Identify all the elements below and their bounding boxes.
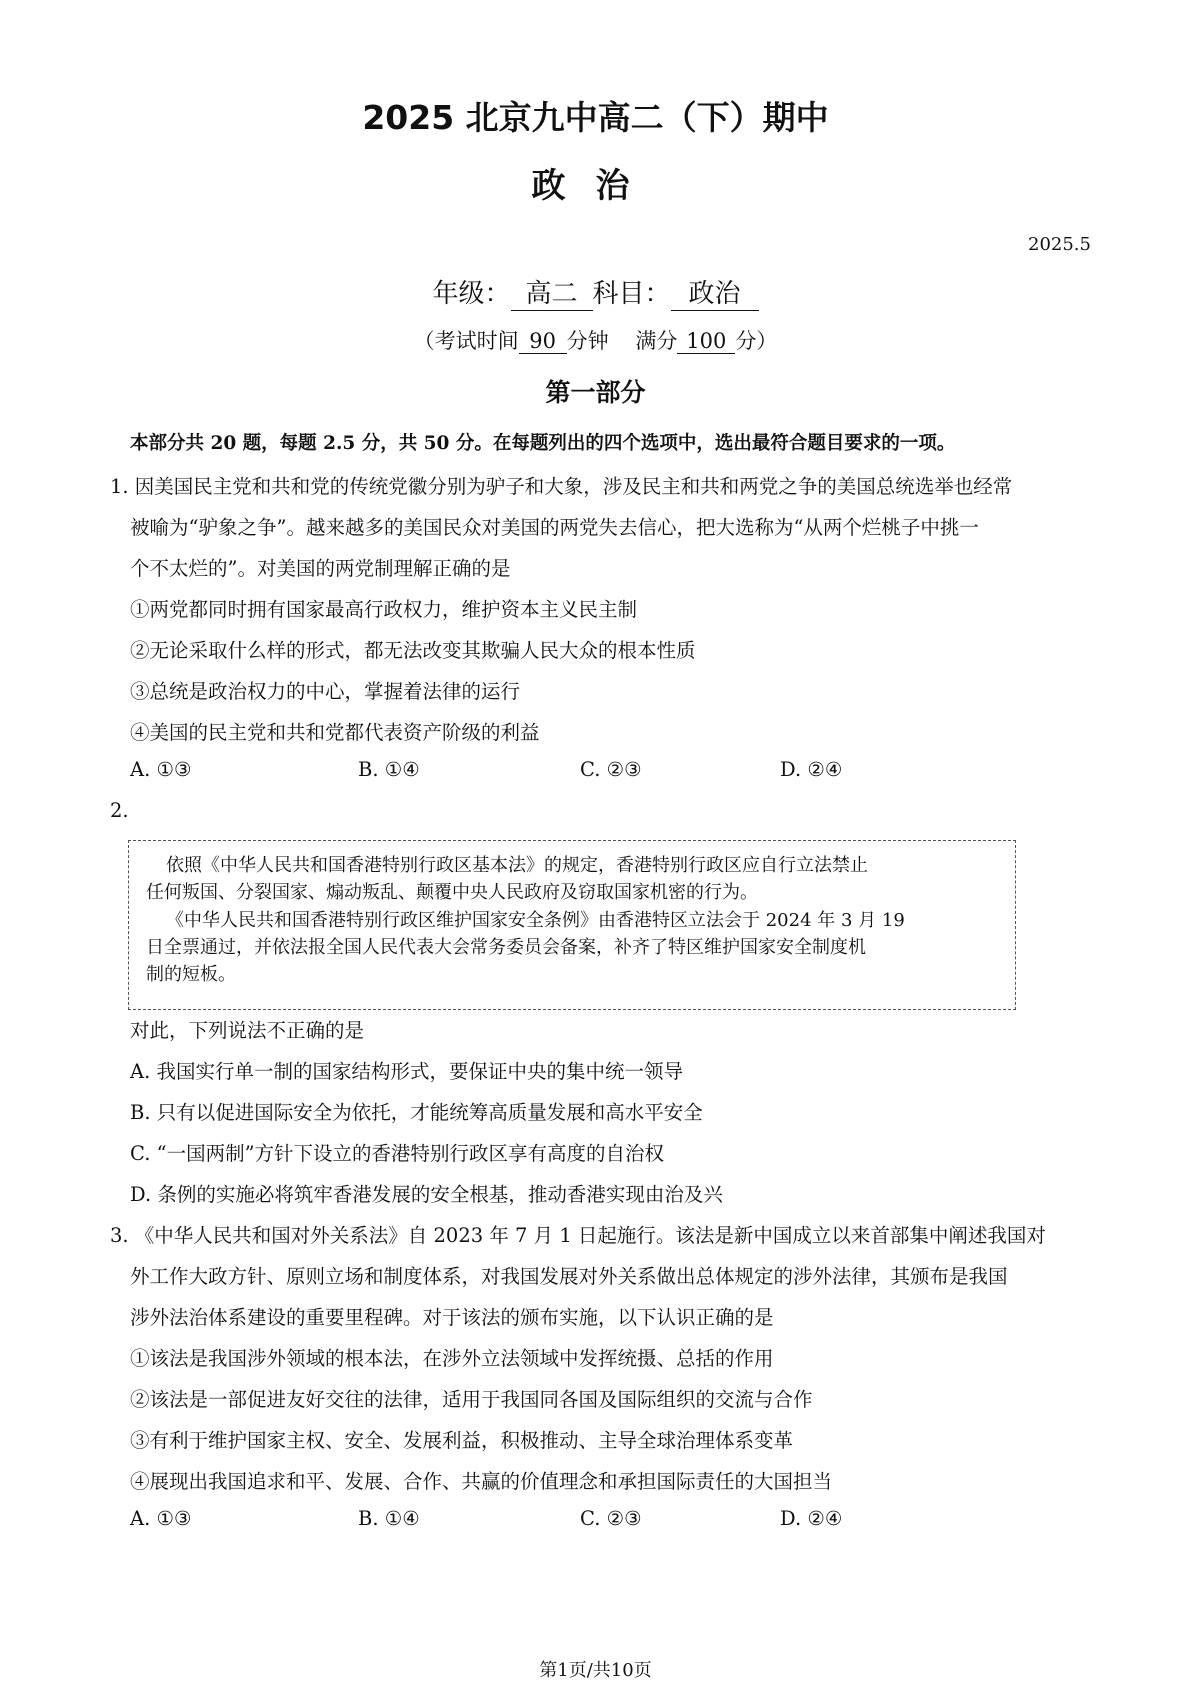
q3-line-3: 涉外法治体系建设的重要里程碑。对于该法的颁布实施，以下认识正确的是 [130, 1306, 774, 1329]
q1-statement-1: ①两党都同时拥有国家最高行政权力，维护资本主义民主制 [130, 598, 638, 621]
q3-statement-2: ②该法是一部促进友好交往的法律，适用于我国同各国及国际组织的交流与合作 [130, 1388, 813, 1411]
q3-line-2: 外工作大政方针、原则立场和制度体系，对我国发展对外关系做出总体规定的涉外法律，其颁布是我国 [130, 1265, 1008, 1288]
q1-statement-2: ②无论采取什么样的形式，都无法改变其欺骗人民大众的根本性质 [130, 639, 696, 662]
exam-date: 2025.5 [1028, 234, 1091, 255]
q3-option-a: A. ①③ [130, 1507, 192, 1530]
q2-box-line-1: 依照《中华人民共和国香港特别行政区基本法》的规定，香港特别行政区应自行立法禁止 [166, 855, 868, 876]
grade-label: 年级： [432, 279, 511, 309]
q3-statement-3: ③有利于维护国家主权、安全、发展利益，积极推动、主导全球治理体系变革 [130, 1429, 794, 1452]
score-prefix: 满分 [635, 329, 678, 353]
q1-line-3: 个不太烂的”。对美国的两党制理解正确的是 [130, 557, 511, 580]
q2-number: 2. [110, 799, 129, 822]
subject-label: 科目： [592, 279, 671, 309]
q1-option-d: D. ②④ [780, 758, 843, 781]
q2-option-a: A. 我国实行单一制的国家结构形式，要保证中央的集中统一领导 [130, 1060, 683, 1083]
q2-box-line-3: 《中华人民共和国香港特别行政区维护国家安全条例》由香港特区立法会于 2024 年 3 月 19 [166, 910, 905, 931]
subject-heading: 政治 [531, 166, 660, 206]
q2-option-d: D. 条例的实施必将筑牢香港发展的安全根基，推动香港实现由治及兴 [130, 1183, 723, 1206]
q1-statement-4: ④美国的民主党和共和党都代表资产阶级的利益 [130, 721, 540, 744]
q1-option-b: B. ①④ [358, 758, 420, 781]
subject-value: 政治 [671, 273, 759, 311]
q2-box-line-4: 日全票通过，并依法报全国人民代表大会常务委员会备案，补齐了特区维护国家安全制度机 [146, 937, 866, 958]
exam-time-line [0, 325, 1191, 355]
grade-value: 高二 [511, 273, 593, 311]
q2-option-b: B. 只有以促进国际安全为依托，才能统筹高质量发展和高水平安全 [130, 1101, 703, 1124]
q2-box-line-2: 任何叛国、分裂国家、煽动叛乱、颠覆中央人民政府及窃取国家机密的行为。 [146, 882, 758, 903]
part-title: 第一部分 [545, 378, 646, 407]
q1-option-a: A. ①③ [130, 758, 192, 781]
q1-option-c: C. ②③ [580, 758, 642, 781]
q1-line-1: 1. 因美国民主党和共和党的传统党徽分别为驴子和大象，涉及民主和共和两党之争的美国总统选举也经常 [110, 475, 1013, 498]
part-instruction: 本部分共 20 题，每题 2.5 分，共 50 分。在每题列出的四个选项中，选出最符合题目要求的一项。 [130, 433, 956, 454]
grade-subject-line [0, 273, 1191, 311]
q3-line-1: 3. 《中华人民共和国对外关系法》自 2023 年 7 月 1 日起施行。该法是新中国成立以来首部集中阐述我国对 [110, 1224, 1046, 1247]
q3-option-c: C. ②③ [580, 1507, 642, 1530]
time-unit: 分钟 [566, 329, 609, 353]
score-value: 100 [677, 329, 735, 354]
q2-stem: 对此，下列说法不正确的是 [130, 1019, 365, 1042]
q1-statement-3: ③总统是政治权力的中心，掌握着法律的运行 [130, 680, 521, 703]
q2-box-line-5: 制的短板。 [146, 964, 236, 985]
page-number: 第1页/共10页 [539, 1660, 652, 1681]
q3-option-b: B. ①④ [358, 1507, 420, 1530]
score-suffix: 分） [735, 329, 778, 353]
time-value: 90 [519, 329, 567, 354]
q3-statement-1: ①该法是我国涉外领域的根本法，在涉外立法领域中发挥统摄、总括的作用 [130, 1347, 774, 1370]
time-prefix: （考试时间 [413, 329, 519, 353]
q3-statement-4: ④展现出我国追求和平、发展、合作、共赢的价值理念和承担国际责任的大国担当 [130, 1470, 833, 1493]
exam-title: 2025 北京九中高二（下）期中 [362, 98, 829, 137]
q3-option-d: D. ②④ [780, 1507, 843, 1530]
q1-line-2: 被喻为“驴象之争”。越来越多的美国民众对美国的两党失去信心，把大选称为“从两个烂桃子中挑一 [130, 516, 979, 539]
q2-option-c: C. “一国两制”方针下设立的香港特别行政区享有高度的自治权 [130, 1142, 665, 1165]
